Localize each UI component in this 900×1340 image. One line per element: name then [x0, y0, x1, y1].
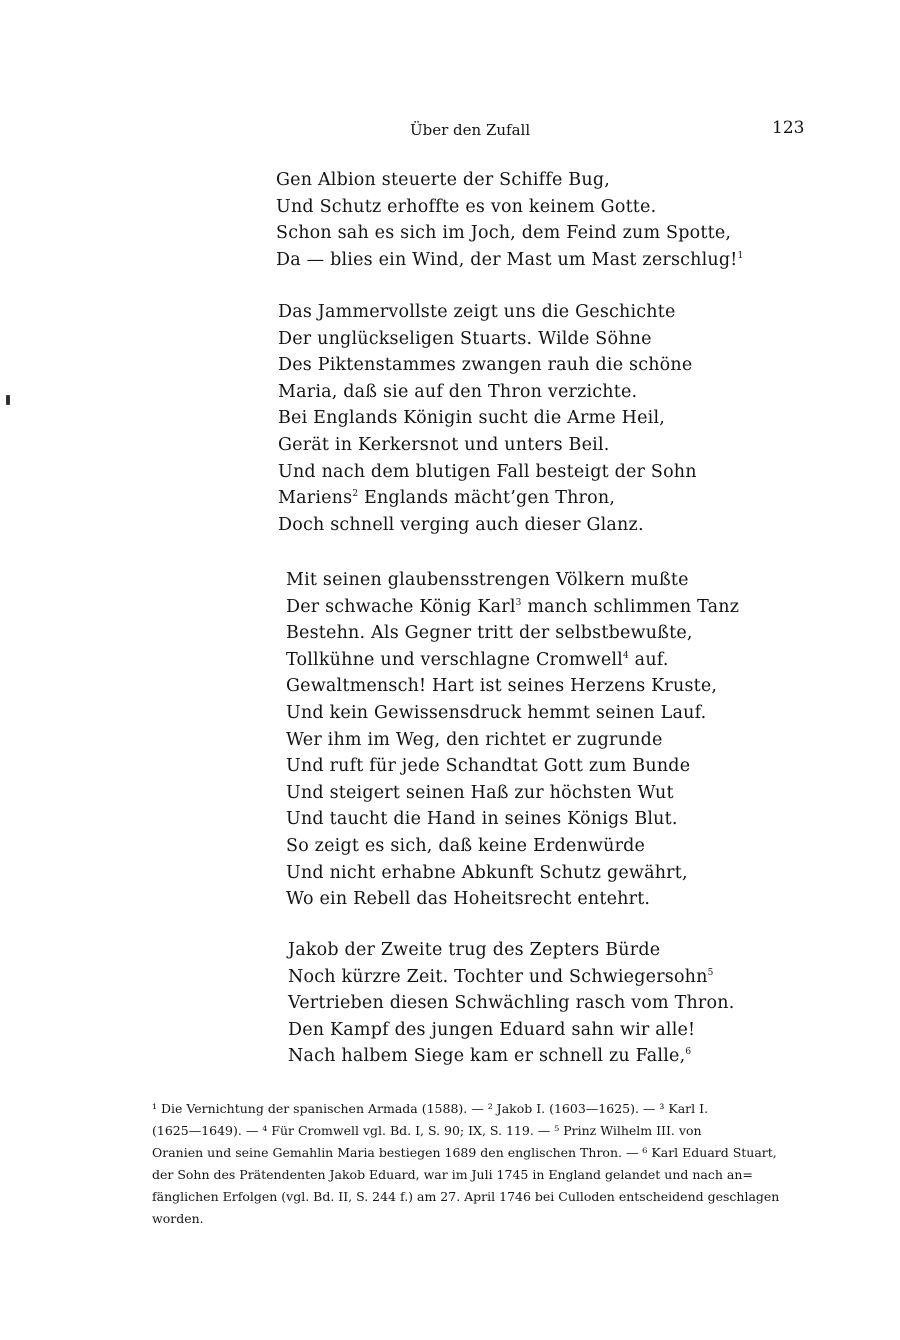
- poem-line-text: Vertrieben diesen Schwächling rasch vom Thron.: [288, 993, 735, 1014]
- poem-line-text: Bei Englands Königin sucht die Arme Heil,: [278, 408, 666, 429]
- footnote-line: Oranien und seine Gemahlin Maria bestiegen 1689 den englischen Thron. — ⁶ Karl Eduard Stuart,: [152, 1145, 777, 1160]
- footnotes: [152, 1098, 820, 1230]
- poem-line-text: Den Kampf des jungen Eduard sahn wir alle!: [288, 1019, 696, 1040]
- poem-line: [288, 1020, 695, 1040]
- poem-line: [278, 302, 676, 322]
- poem-line-text: Des Piktenstammes zwangen rauh die schöne: [278, 355, 693, 376]
- poem-line: [278, 435, 610, 455]
- poem-line: [286, 597, 739, 617]
- poem-line: [278, 408, 665, 428]
- page-edge-mark: [6, 395, 10, 405]
- poem-line-text: Und steigert seinen Haß zur höchsten Wut: [286, 782, 674, 803]
- poem-line: [286, 676, 717, 696]
- poem-line-text: Und nach dem blutigen Fall besteigt der Sohn: [278, 461, 697, 482]
- poem-line: [276, 197, 656, 217]
- poem-line: [286, 623, 693, 643]
- poem-line-text: Nach halbem Siege kam er schnell zu Falle,: [288, 1046, 686, 1067]
- poem-line: [278, 355, 692, 375]
- poem-line: [288, 1046, 691, 1066]
- running-header: Über den Zufall: [410, 121, 531, 139]
- poem-line-text: Noch kürzre Zeit. Tochter und Schwiegersohn: [288, 966, 708, 987]
- poem-line-text: Gerät in Kerkersnot und unters Beil.: [278, 435, 610, 455]
- poem-line-text: So zeigt es sich, daß keine Erdenwürde: [286, 836, 646, 856]
- poem-line: [286, 863, 688, 883]
- poem-line: [286, 703, 706, 723]
- poem-line: [286, 730, 663, 750]
- poem-line: [286, 836, 645, 856]
- poem-line: [286, 889, 650, 909]
- poem-line: [278, 329, 652, 349]
- poem-line: [286, 570, 689, 590]
- poem-line: [276, 223, 731, 243]
- poem-line: [286, 650, 669, 670]
- poem-line: [288, 993, 734, 1013]
- poem-line: [288, 940, 660, 960]
- footnote-line: ¹ Die Vernichtung der spanischen Armada (1588). — ² Jakob I. (1603—1625). — ³ Karl I.: [152, 1101, 709, 1116]
- poem-line-text: Und ruft für jede Schandtat Gott zum Bunde: [286, 756, 691, 777]
- poem-line-text: Der schwache König Karl: [286, 596, 516, 617]
- poem-line-text: Jakob der Zweite trug des Zepters Bürde: [288, 940, 661, 960]
- page-number: 123: [772, 118, 805, 138]
- poem-line: [276, 250, 743, 270]
- poem-line-text: Mit seinen glaubensstrengen Völkern mußte: [286, 570, 689, 590]
- poem-line-text-continued: Englands mächt’gen Thron,: [358, 488, 616, 509]
- poem-line-text: Und kein Gewissensdruck hemmt seinen Lauf.: [286, 703, 707, 723]
- poem-line-text: Da — blies ein Wind, der Mast um Mast zerschlug!: [276, 249, 738, 270]
- poem-line-text: Maria, daß sie auf den Thron verzichte.: [278, 381, 638, 402]
- poem-line-text: Der unglückseligen Stuarts. Wilde Söhne: [278, 328, 652, 349]
- poem-line: [278, 462, 697, 482]
- poem-line-text: Mariens: [278, 488, 353, 509]
- poem-line-text: Und Schutz erhoffte es von keinem Gotte.: [276, 196, 657, 217]
- poem-line-text-continued: auf.: [628, 649, 669, 670]
- poem-line: [276, 170, 610, 190]
- poem-line-text: Doch schnell verging auch dieser Glanz.: [278, 514, 644, 535]
- poem-line: [286, 783, 674, 803]
- poem-line-text-continued: manch schlimmen Tanz: [521, 596, 740, 617]
- poem-line-text: Und taucht die Hand in seines Königs Blut.: [286, 809, 678, 830]
- poem-line: [278, 382, 637, 402]
- footnote-marker: 1: [737, 250, 744, 261]
- footnote-line: der Sohn des Prätendenten Jakob Eduard, war im Juli 1745 in England gelandet und nach an=: [152, 1167, 753, 1182]
- poem-line-text: Wo ein Rebell das Hoheitsrecht entehrt.: [286, 889, 651, 910]
- poem-line: [288, 967, 714, 987]
- poem-line-text: Und nicht erhabne Abkunft Schutz gewährt,: [286, 862, 688, 883]
- poem-line-text: Gewaltmensch! Hart ist seines Herzens Kruste,: [286, 676, 718, 697]
- footnote-marker: 3: [515, 597, 522, 608]
- footnote-marker: 4: [622, 650, 629, 661]
- poem-line: [286, 809, 678, 829]
- poem-line: [278, 488, 615, 508]
- footnote-marker: 2: [352, 489, 359, 500]
- poem-line-text: Das Jammervollste zeigt uns die Geschichte: [278, 302, 676, 322]
- footnote-line: worden.: [152, 1211, 204, 1226]
- footnote-line: fänglichen Erfolgen (vgl. Bd. II, S. 244 f.) am 27. April 1746 bei Culloden entscheidend geschlagen: [152, 1189, 780, 1204]
- poem-line-text: Tollkühne und verschlagne Cromwell: [286, 649, 623, 670]
- footnote-marker: 5: [707, 967, 714, 978]
- footnote-marker: 6: [685, 1047, 692, 1058]
- poem-line: [286, 756, 690, 776]
- poem-line-text: Schon sah es sich im Joch, dem Feind zum Spotte,: [276, 223, 732, 244]
- poem-line-text: Wer ihm im Weg, den richtet er zugrunde: [286, 729, 663, 750]
- footnote-line: (1625—1649). — ⁴ Für Cromwell vgl. Bd. I, S. 90; IX, S. 119. — ⁵ Prinz Wilhelm III. von: [152, 1123, 702, 1138]
- poem-line-text: Bestehn. Als Gegner tritt der selbstbewußte,: [286, 623, 693, 644]
- poem-line: [278, 515, 644, 535]
- poem-line-text: Gen Albion steuerte der Schiffe Bug,: [276, 170, 611, 190]
